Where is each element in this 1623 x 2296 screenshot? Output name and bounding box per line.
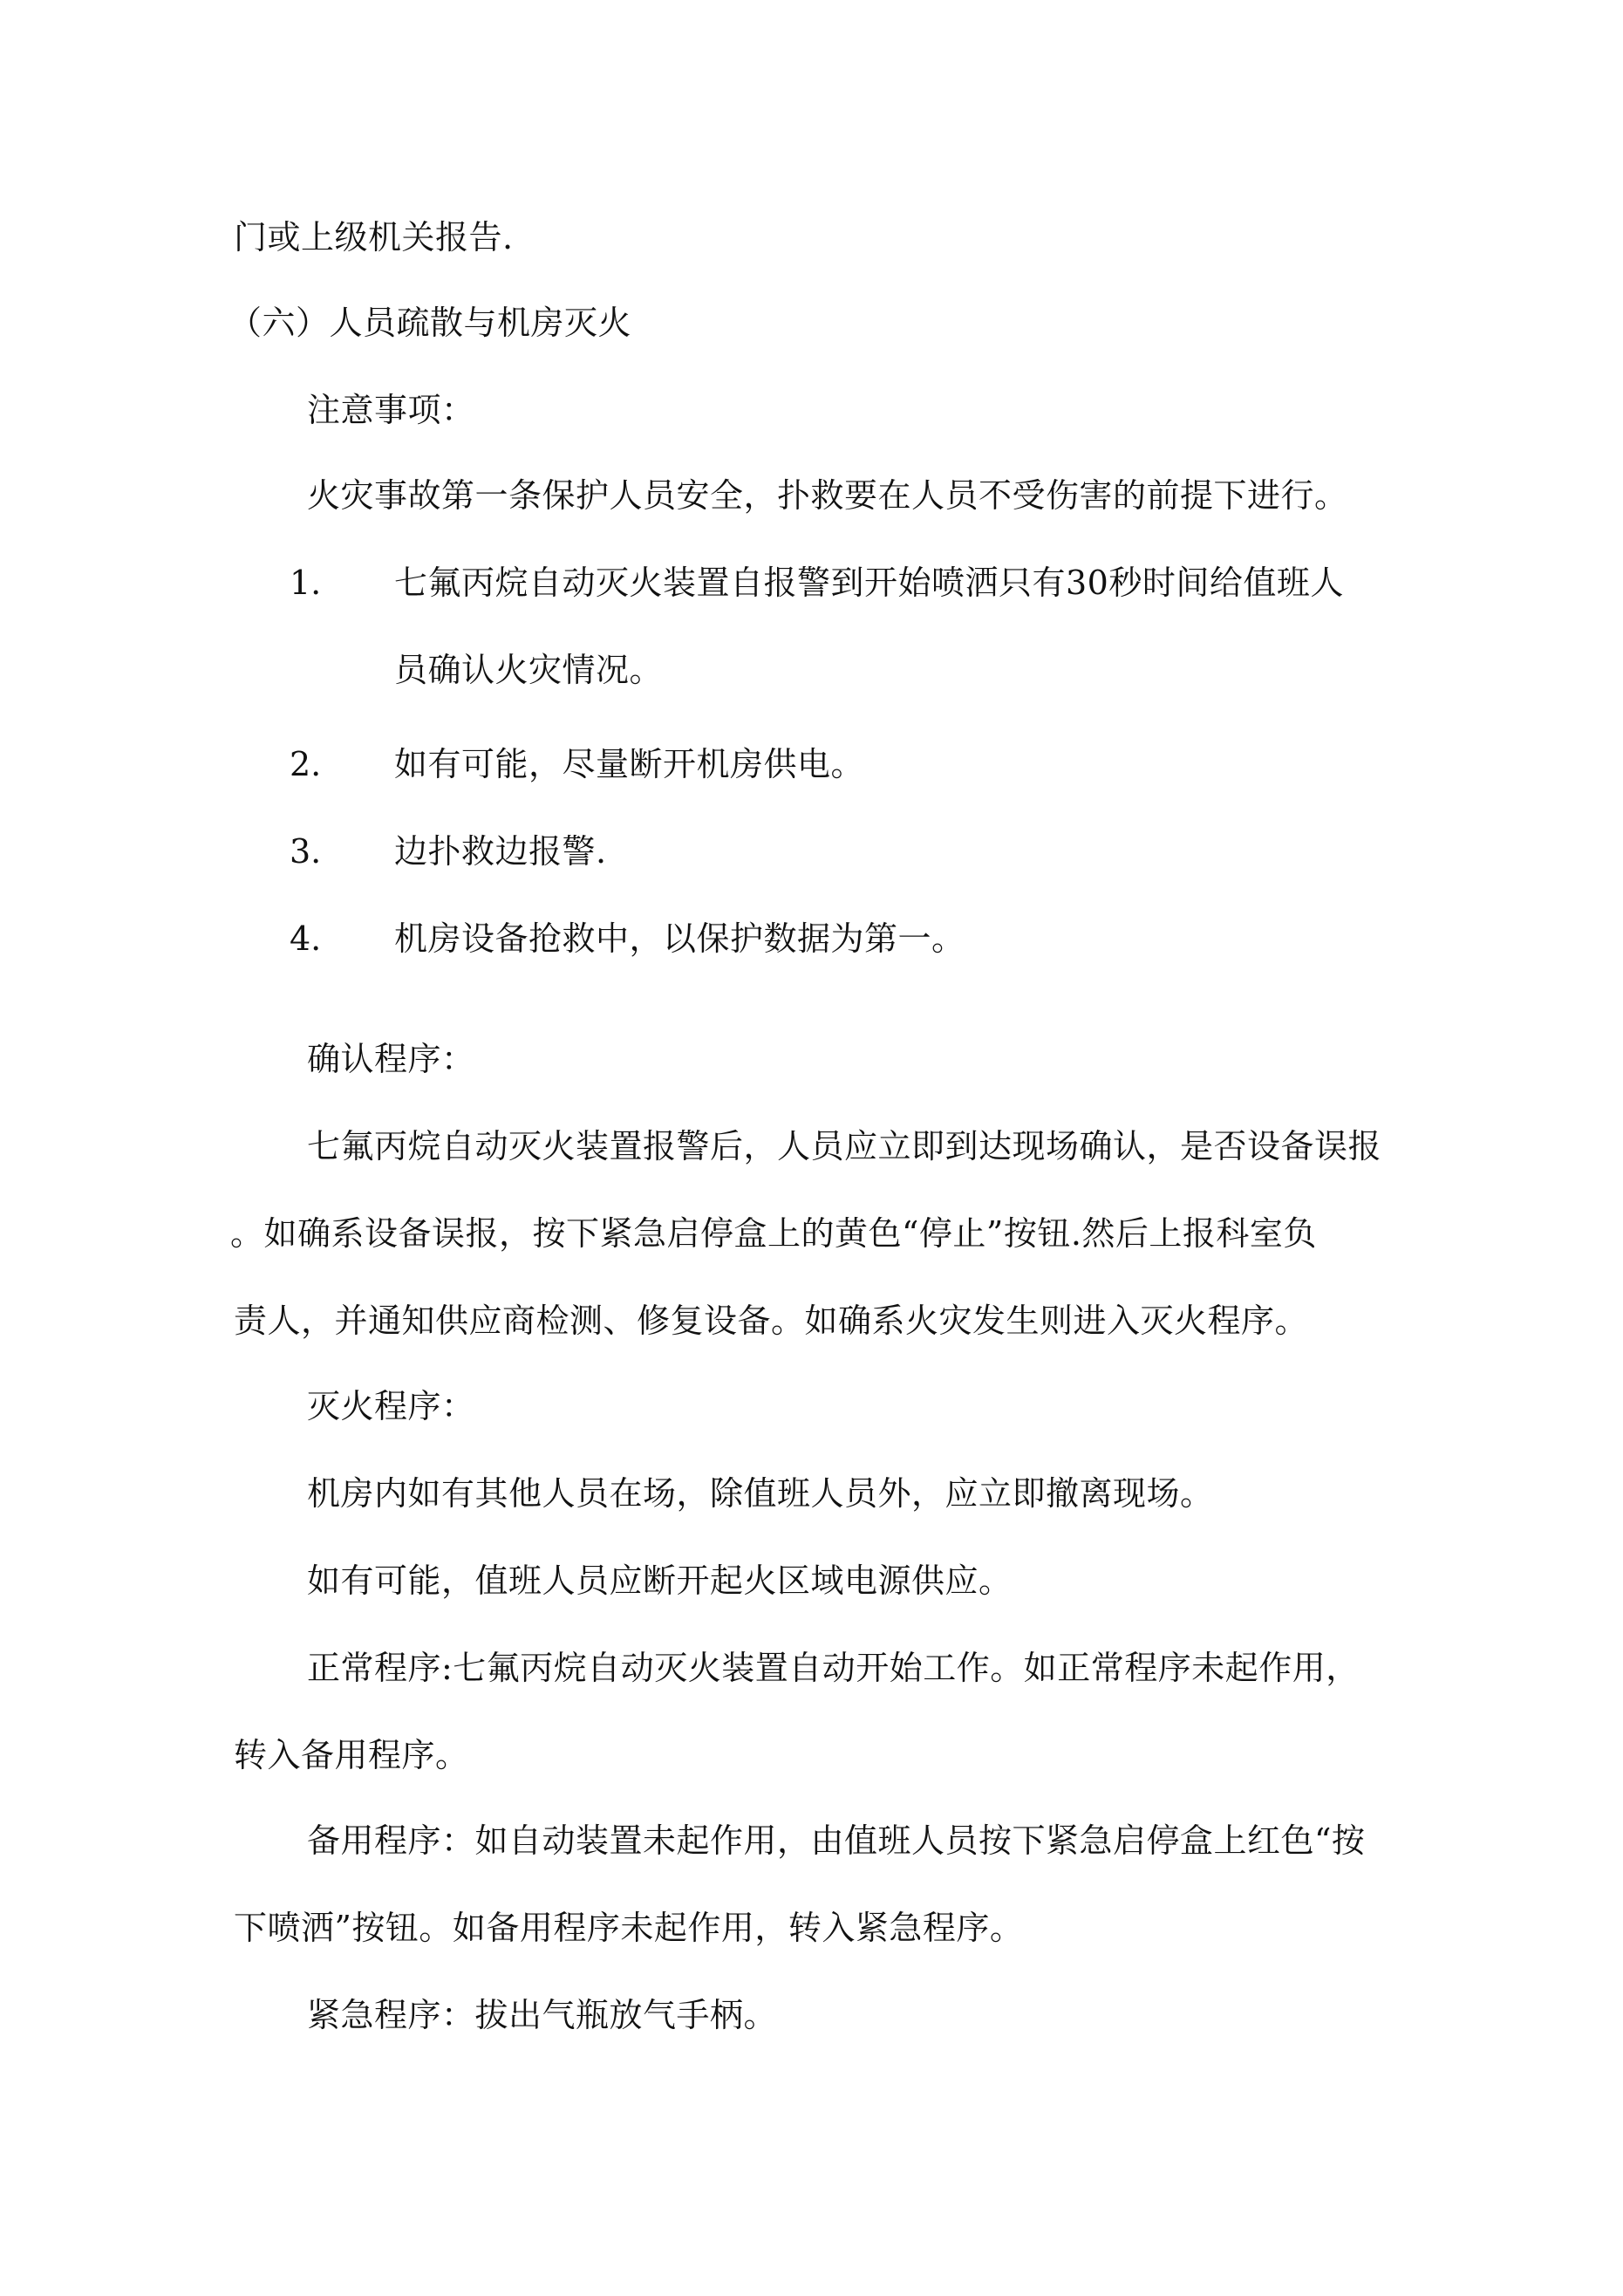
confirm-paragraph-line: 。如确系设备误报，按下紧急启停盒上的黄色“停止”按钮.然后上报科室负	[230, 1214, 1317, 1253]
fire-paragraph: 机房内如有其他人员在场，除值班人员外，应立即撤离现场。	[307, 1474, 1214, 1513]
confirm-heading: 确认程序：	[307, 1040, 475, 1078]
fire-paragraph: 如有可能，值班人员应断开起火区域电源供应。	[307, 1561, 1013, 1600]
fire-heading: 灭火程序：	[307, 1387, 475, 1425]
confirm-paragraph-line: 七氟丙烷自动灭火装置报警后，人员应立即到达现场确认，是否设备误报	[307, 1127, 1382, 1165]
emergency-procedure: 紧急程序：拔出气瓶放气手柄。	[307, 1996, 778, 2034]
list-item-number: 4.	[290, 919, 322, 958]
list-item-text: 如有可能，尽量断开机房供电。	[394, 745, 865, 783]
backup-procedure-line: 备用程序：如自动装置未起作用，由值班人员按下紧急启停盒上红色“按	[307, 1821, 1366, 1860]
notes-intro: 火灾事故第一条保护人员安全，扑救要在人员不受伤害的前提下进行。	[307, 476, 1348, 515]
backup-procedure-line: 下喷洒”按钮。如备用程序未起作用，转入紧急程序。	[234, 1909, 1024, 1947]
list-item-number: 1.	[290, 564, 322, 602]
section-heading: （六）人员疏散与机房灭火	[228, 304, 632, 342]
list-item-text: 七氟丙烷自动灭火装置自报警到开始喷洒只有30秒时间给值班人	[394, 564, 1344, 602]
list-item-text: 边扑救边报警.	[394, 832, 607, 871]
list-item-number: 2.	[290, 745, 322, 783]
notes-heading: 注意事项：	[307, 391, 475, 429]
normal-procedure-line: 转入备用程序。	[234, 1736, 469, 1774]
normal-procedure-line: 正常程序:七氟丙烷自动灭火装置自动开始工作。如正常程序未起作用，	[307, 1649, 1360, 1687]
confirm-paragraph-line: 责人，并通知供应商检测、修复设备。如确系火灾发生则进入灭火程序。	[234, 1302, 1309, 1340]
list-item-text-cont: 员确认火灾情况。	[394, 651, 664, 689]
list-item-text: 机房设备抢救中，以保护数据为第一。	[394, 919, 965, 958]
list-item-number: 3.	[290, 832, 322, 871]
continuation-text: 门或上级机关报告.	[234, 218, 514, 256]
